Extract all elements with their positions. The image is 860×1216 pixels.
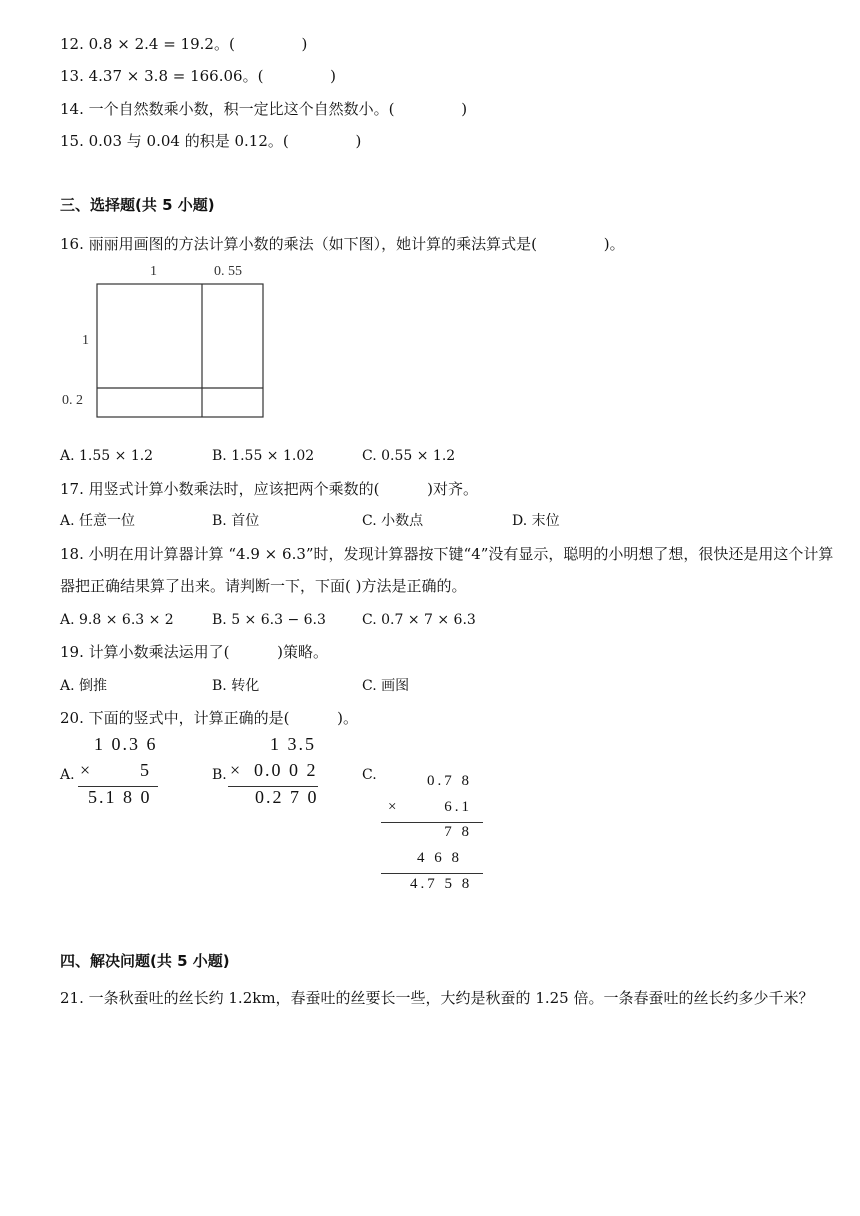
- question-12: 12. 0.8 × 2.4 = 19.2。( ): [60, 35, 308, 53]
- question-15: 15. 0.03 与 0.04 的积是 0.12。( ): [60, 132, 362, 150]
- q19-option-a[interactable]: A. 倒推: [60, 678, 108, 694]
- calc-c-bottom: 6.1: [444, 799, 472, 815]
- figure-left-label-1: 1: [82, 333, 89, 348]
- calc-b-result: 0.2 7 0: [255, 787, 319, 807]
- calc-c-result: 4.7 5 8: [410, 876, 473, 892]
- calc-c-partial-2: 4 6 8: [417, 850, 462, 866]
- figure-top-label-2: 0. 55: [214, 264, 242, 279]
- calc-c-rule-2: [381, 873, 483, 874]
- section-3-title: 三、选择题(共 5 小题): [60, 196, 215, 214]
- q17-option-a[interactable]: A. 任意一位: [60, 513, 136, 529]
- calc-b-bottom: 0.0 0 2: [254, 760, 318, 780]
- q20-option-c-label[interactable]: C.: [362, 767, 377, 783]
- figure-left-label-2: 0. 2: [62, 393, 83, 408]
- q16-option-b[interactable]: B. 1.55 × 1.02: [212, 448, 315, 464]
- figure-top-label-1: 1: [150, 264, 157, 279]
- question-21-stem: 21. 一条秋蚕吐的丝长约 1.2km，春蚕吐的丝要长一些，大约是秋蚕的 1.25 倍。一条春蚕吐的丝长约多少千米？: [60, 989, 814, 1007]
- q17-option-b[interactable]: B. 首位: [212, 513, 260, 529]
- question-19-stem: 19. 计算小数乘法运用了( )策略。: [60, 643, 329, 661]
- question-17-stem: 17. 用竖式计算小数乘法时，应该把两个乘数的( )对齐。: [60, 480, 479, 498]
- calc-a-top: 1 0.3 6: [94, 734, 158, 754]
- q19-option-b[interactable]: B. 转化: [212, 678, 260, 694]
- area-model-grid: [96, 283, 266, 419]
- calc-a-bottom: 5: [140, 760, 151, 780]
- calc-a-result: 5.1 8 0: [88, 787, 152, 807]
- calc-c-multiply-sign: ×: [388, 799, 400, 815]
- calc-a-multiply-sign: ×: [80, 760, 93, 780]
- q17-option-c[interactable]: C. 小数点: [362, 513, 424, 529]
- section-4-title: 四、解决问题(共 5 小题): [60, 952, 230, 970]
- q18-option-b[interactable]: B. 5 × 6.3 − 6.3: [212, 612, 326, 628]
- calc-b-multiply-sign: ×: [230, 760, 243, 780]
- q20-option-b-label[interactable]: B.: [212, 767, 227, 783]
- calc-b-top: 1 3.5: [270, 734, 316, 754]
- calc-c-rule-1: [381, 822, 483, 823]
- q18-option-c[interactable]: C. 0.7 × 7 × 6.3: [362, 612, 476, 628]
- calc-c-partial-1: 7 8: [444, 824, 472, 840]
- q16-option-a[interactable]: A. 1.55 × 1.2: [60, 448, 154, 464]
- question-14: 14. 一个自然数乘小数，积一定比这个自然数小。( ): [60, 100, 468, 118]
- q19-option-c[interactable]: C. 画图: [362, 678, 410, 694]
- question-20-stem: 20. 下面的竖式中，计算正确的是( )。: [60, 709, 359, 727]
- q16-option-c[interactable]: C. 0.55 × 1.2: [362, 448, 456, 464]
- calc-c-top: 0.7 8: [427, 773, 472, 789]
- q17-option-d[interactable]: D. 末位: [512, 513, 560, 529]
- question-18-stem: 18. 小明在用计算器计算 “4.9 × 6.3”时，发现计算器按下键“4”没有显示，聪明的小明想了想，很快还是用这个计算器把正确结果算了出来。请判断一下，下面( )方法是正确的。: [60, 545, 834, 595]
- q18-option-a[interactable]: A. 9.8 × 6.3 × 2: [60, 612, 174, 628]
- q20-option-a-label[interactable]: A.: [60, 767, 75, 783]
- question-16-stem: 16. 丽丽用画图的方法计算小数的乘法（如下图），她计算的乘法算式是( )。: [60, 235, 625, 253]
- question-13: 13. 4.37 × 3.8 = 166.06。( ): [60, 67, 337, 85]
